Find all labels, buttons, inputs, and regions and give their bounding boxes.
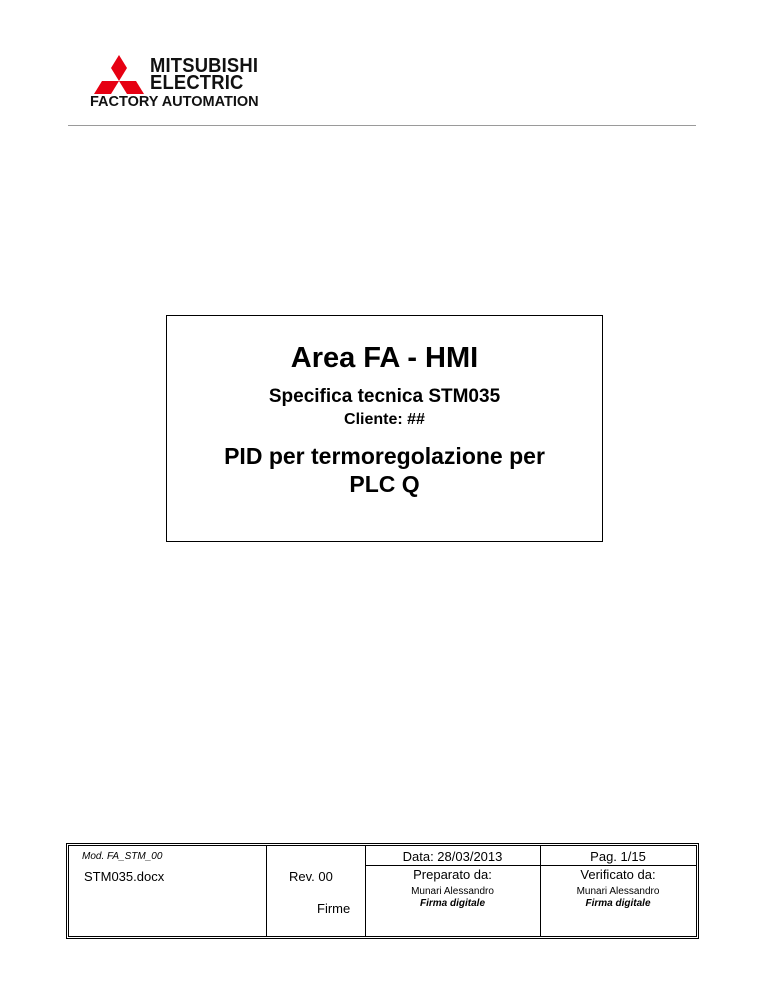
company-logo (90, 55, 290, 115)
verified-signature: Firma digitale (585, 898, 651, 909)
signatures-label: Firme (317, 901, 351, 916)
prepared-signature: Firma digitale (419, 898, 485, 909)
footer-divider (266, 846, 267, 936)
title-box (166, 315, 603, 542)
header-divider (68, 125, 696, 126)
client-label: Cliente: ## (344, 411, 425, 428)
logo-text-electric: ELECTRIC (150, 72, 244, 94)
prepared-by-name: Munari Alessandro (411, 886, 494, 897)
verified-by-label: Verificato da: (580, 867, 656, 882)
logo-text-mitsubishi: MITSUBISHI (150, 55, 259, 77)
document-date: Data: 28/03/2013 (402, 849, 503, 864)
spec-label: Specifica tecnica STM035 (268, 386, 501, 407)
prepared-by-label: Preparato da: (413, 867, 492, 882)
model-code: Mod. FA_STM_00 (82, 851, 163, 862)
subject-title (167, 442, 602, 498)
file-name: STM035.docx (84, 869, 165, 884)
logo-text-factory-automation: FACTORY AUTOMATION (90, 94, 259, 110)
document-title: Area FA - HMI (290, 342, 479, 374)
footer-table (66, 843, 699, 939)
subject-line-1: PID per termoregolazione per (224, 443, 545, 469)
verified-by-name: Munari Alessandro (576, 886, 660, 897)
subject-line-2: PLC Q (349, 471, 420, 497)
revision: Rev. 00 (289, 869, 333, 884)
footer-row-divider (365, 865, 696, 866)
page-number: Pag. 1/15 (590, 849, 646, 864)
